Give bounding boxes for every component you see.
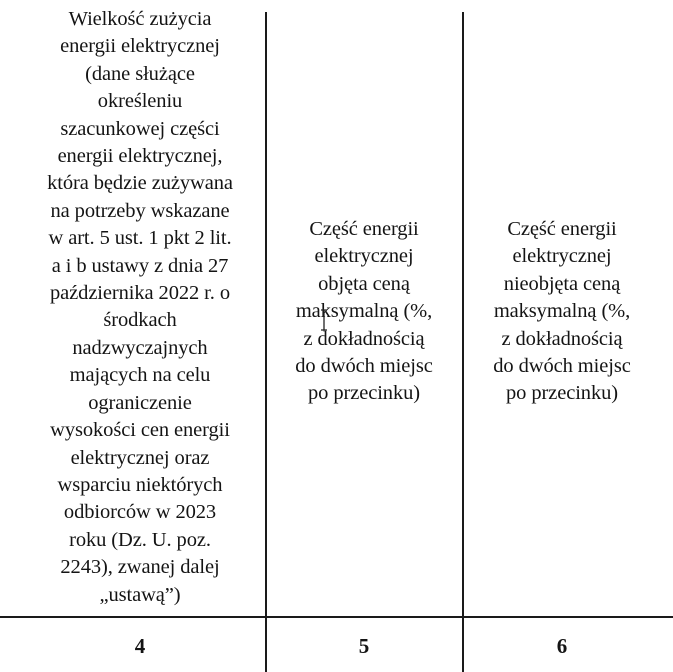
header-col-5-line: do dwóch miejsc [295,355,433,378]
header-col-5-line: po przecinku) [308,382,420,405]
column-number-4: 4 [134,634,146,658]
header-cell-col-4 [20,6,260,609]
header-col-4-line: energii elektrycznej [60,35,220,58]
header-col-4-line: ograniczenie [88,391,192,414]
header-cell-col-5 [272,216,456,408]
header-col-4-line: 2243), zwanej dalej [60,556,220,579]
column-number-6: 6 [556,634,568,658]
header-col-6-line: nieobjęta ceną [503,272,621,295]
header-col-5-line: maksymalną (%, [295,300,433,323]
header-col-5-line: Część energii [309,218,419,240]
header-col-6-line: maksymalną (%, [493,300,631,323]
header-cell-col-6 [468,216,656,408]
header-col-4-line: (dane służące [85,62,195,85]
header-col-4-line: która będzie zużywana [47,172,233,195]
header-col-4-line: a i b ustawy z dnia 27 [51,254,229,277]
header-col-6-line: z dokładnością [501,327,623,350]
column-divider-left [265,12,267,672]
header-col-4-line: roku (Dz. U. poz. [69,528,211,551]
header-col-4-line: na potrzeby wskazane [50,199,230,222]
header-col-4-line: określeniu [97,90,183,113]
header-number-row-divider [0,616,673,618]
column-divider-right [462,12,464,672]
header-col-5-line: z dokładnością [303,327,425,350]
header-col-6-line: po przecinku) [506,382,618,405]
header-col-4-line: „ustawą”) [99,583,181,606]
header-col-4-line: mających na celu [69,364,211,387]
header-col-4-line: października 2022 r. o [50,282,230,305]
header-col-4-line: wsparciu niektórych [57,473,223,496]
header-col-6-line: elektrycznej [512,245,612,268]
header-col-5-line: objęta ceną [318,272,410,295]
header-col-6-line: Część energii [507,218,617,240]
column-number-5: 5 [358,634,370,658]
header-col-4-line: elektrycznej oraz [70,446,210,469]
header-col-4-line: szacunkowej części [60,117,220,140]
header-col-4-line: w art. 5 ust. 1 pkt 2 lit. [48,227,232,250]
header-col-4-line: środkach [103,309,177,332]
text-cursor-icon [319,309,329,331]
header-col-4-line: wysokości cen energii [50,419,230,442]
header-col-5-line: elektrycznej [314,245,414,268]
header-col-6-line: do dwóch miejsc [493,355,631,378]
header-col-4-line: odbiorców w 2023 [63,501,217,524]
header-col-4-line: energii elektrycznej, [57,145,223,168]
header-col-4-line: Wielkość zużycia [68,8,212,30]
header-col-4-line: nadzwyczajnych [72,336,208,359]
